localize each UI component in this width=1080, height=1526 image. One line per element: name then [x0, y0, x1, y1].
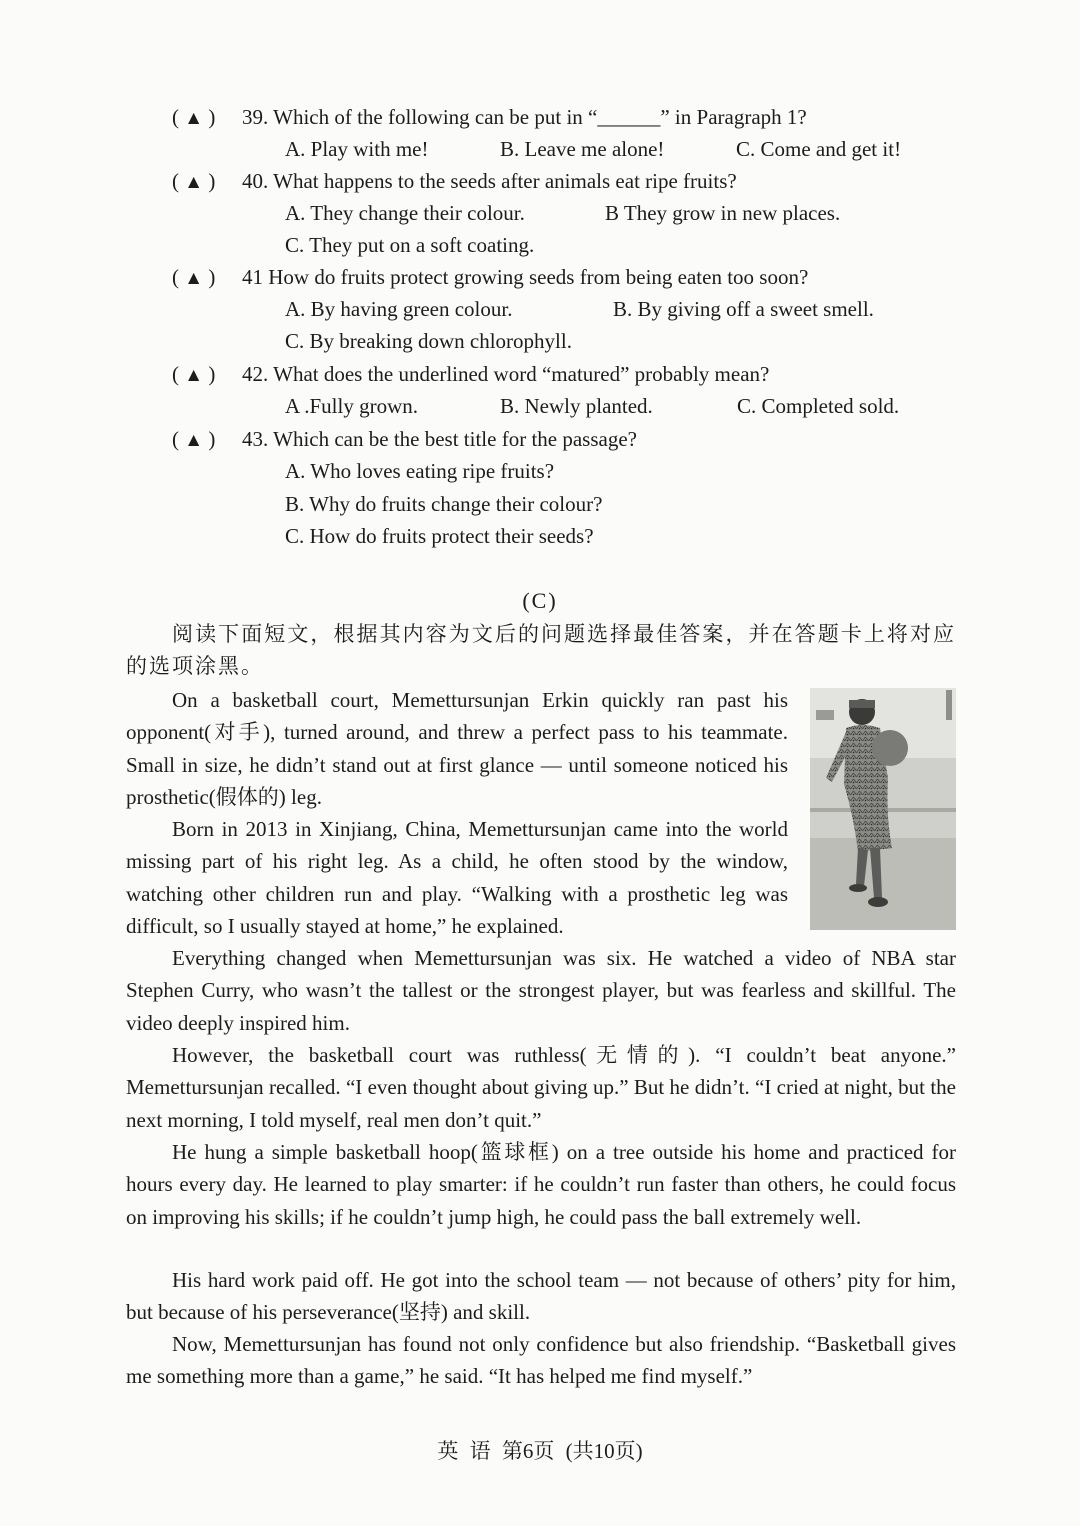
question-number: 43.	[242, 427, 269, 451]
question-40	[172, 166, 737, 198]
question-stem: How do fruits protect growing seeds from being eaten too soon?	[268, 265, 809, 289]
answer-bracket: ( ▲ )	[172, 105, 216, 129]
paragraph-text: His hard work paid off. He got into the school team — not because of others’ pity for him, but because of his perseverance(坚持) and skill.	[126, 1268, 956, 1325]
question-stem: Which can be the best title for the passage?	[273, 427, 637, 451]
option-b: B They grow in new places.	[605, 201, 841, 225]
question-stem: What does the underlined word “matured” probably mean?	[273, 362, 770, 386]
paragraph-text: Now, Memettursunjan has found not only confidence but also friendship. “Basketball gives me something more than a game,” he said. “It has helped me find myself.”	[126, 1332, 956, 1389]
passage-paragraph	[126, 1328, 956, 1393]
question-42	[172, 359, 769, 391]
option-b: B. Why do fruits change their colour?	[285, 492, 603, 516]
triangle-icon: ▲	[184, 365, 204, 386]
option-a: A. Play with me!	[285, 137, 429, 161]
option-b: B. Newly planted.	[500, 394, 653, 418]
answer-bracket: ( ▲ )	[172, 427, 216, 451]
question-number: 41	[242, 265, 263, 289]
option-c: C. Completed sold.	[737, 394, 900, 418]
passage-paragraph	[126, 813, 788, 942]
option-a: A. Who loves eating ripe fruits?	[285, 459, 555, 483]
option-c: C. How do fruits protect their seeds?	[285, 524, 594, 548]
instruction-text: 阅读下面短文，根据其内容为文后的问题选择最佳答案，并在答题卡上将对应的选项涂黑。	[126, 622, 956, 678]
passage-paragraph	[126, 1136, 956, 1233]
question-number: 39.	[242, 105, 269, 129]
passage-paragraph	[126, 684, 788, 813]
answer-bracket: ( ▲ )	[172, 362, 216, 386]
option-b: B. Leave me alone!	[500, 137, 665, 161]
question-stem: Which of the following can be put in “______” in Paragraph 1?	[273, 105, 807, 129]
option-a: A .Fully grown.	[285, 394, 419, 418]
paragraph-text: However, the basketball court was ruthless(无情的). “I couldn’t beat anyone.” Memettursunjan recalled. “I even thought about giving up.” But he didn’t. “I cried at night, but the next morning, I told myself, real men don’t quit.”	[126, 1043, 956, 1132]
basketball-player-photo	[810, 688, 956, 930]
question-39	[172, 102, 807, 134]
section-instruction	[126, 618, 956, 682]
question-number: 42.	[242, 362, 269, 386]
page-footer: 英 语 第6页 (共10页)	[437, 1439, 643, 1463]
answer-bracket: ( ▲ )	[172, 169, 216, 193]
triangle-icon: ▲	[184, 430, 204, 451]
passage-paragraph	[126, 1039, 956, 1136]
triangle-icon: ▲	[184, 108, 204, 129]
paragraph-text: Born in 2013 in Xinjiang, China, Memettursunjan came into the world missing part of his right leg. As a child, he often stood by the window, watching other children run and play. “Walking with a prosthetic leg was difficult, so I usually stayed at home,” he explained.	[126, 817, 788, 938]
question-41	[172, 262, 808, 294]
question-43	[172, 424, 637, 456]
option-a: A. They change their colour.	[285, 201, 525, 225]
paragraph-text: He hung a simple basketball hoop(篮球框) on a tree outside his home and practiced for hours every day. He learned to play smarter: if he couldn’t run faster than others, he could focus on improving his skills; if he couldn’t jump high, he could pass the ball extremely well.	[126, 1140, 956, 1229]
passage-paragraph	[126, 942, 956, 1039]
option-c: C. They put on a soft coating.	[285, 233, 535, 257]
option-c: C. Come and get it!	[736, 137, 902, 161]
passage-paragraph	[126, 1264, 956, 1329]
paragraph-text: Everything changed when Memettursunjan was six. He watched a video of NBA star Stephen Curry, who wasn’t the tallest or the strongest player, but was fearless and skillful. The video deeply inspired him.	[126, 946, 956, 1035]
answer-bracket: ( ▲ )	[172, 265, 216, 289]
option-b: B. By giving off a sweet smell.	[613, 297, 874, 321]
option-a: A. By having green colour.	[285, 297, 513, 321]
triangle-icon: ▲	[184, 172, 204, 193]
triangle-icon: ▲	[184, 268, 204, 289]
question-number: 40.	[242, 169, 269, 193]
question-stem: What happens to the seeds after animals eat ripe fruits?	[273, 169, 737, 193]
option-c: C. By breaking down chlorophyll.	[285, 329, 572, 353]
paragraph-text: On a basketball court, Memettursunjan Erkin quickly ran past his opponent(对手), turned around, and threw a perfect pass to his teammate. Small in size, he didn’t stand out at first glance — until someone noticed his prosthetic(假体的) leg.	[126, 688, 788, 809]
section-title: (C)	[522, 588, 558, 613]
